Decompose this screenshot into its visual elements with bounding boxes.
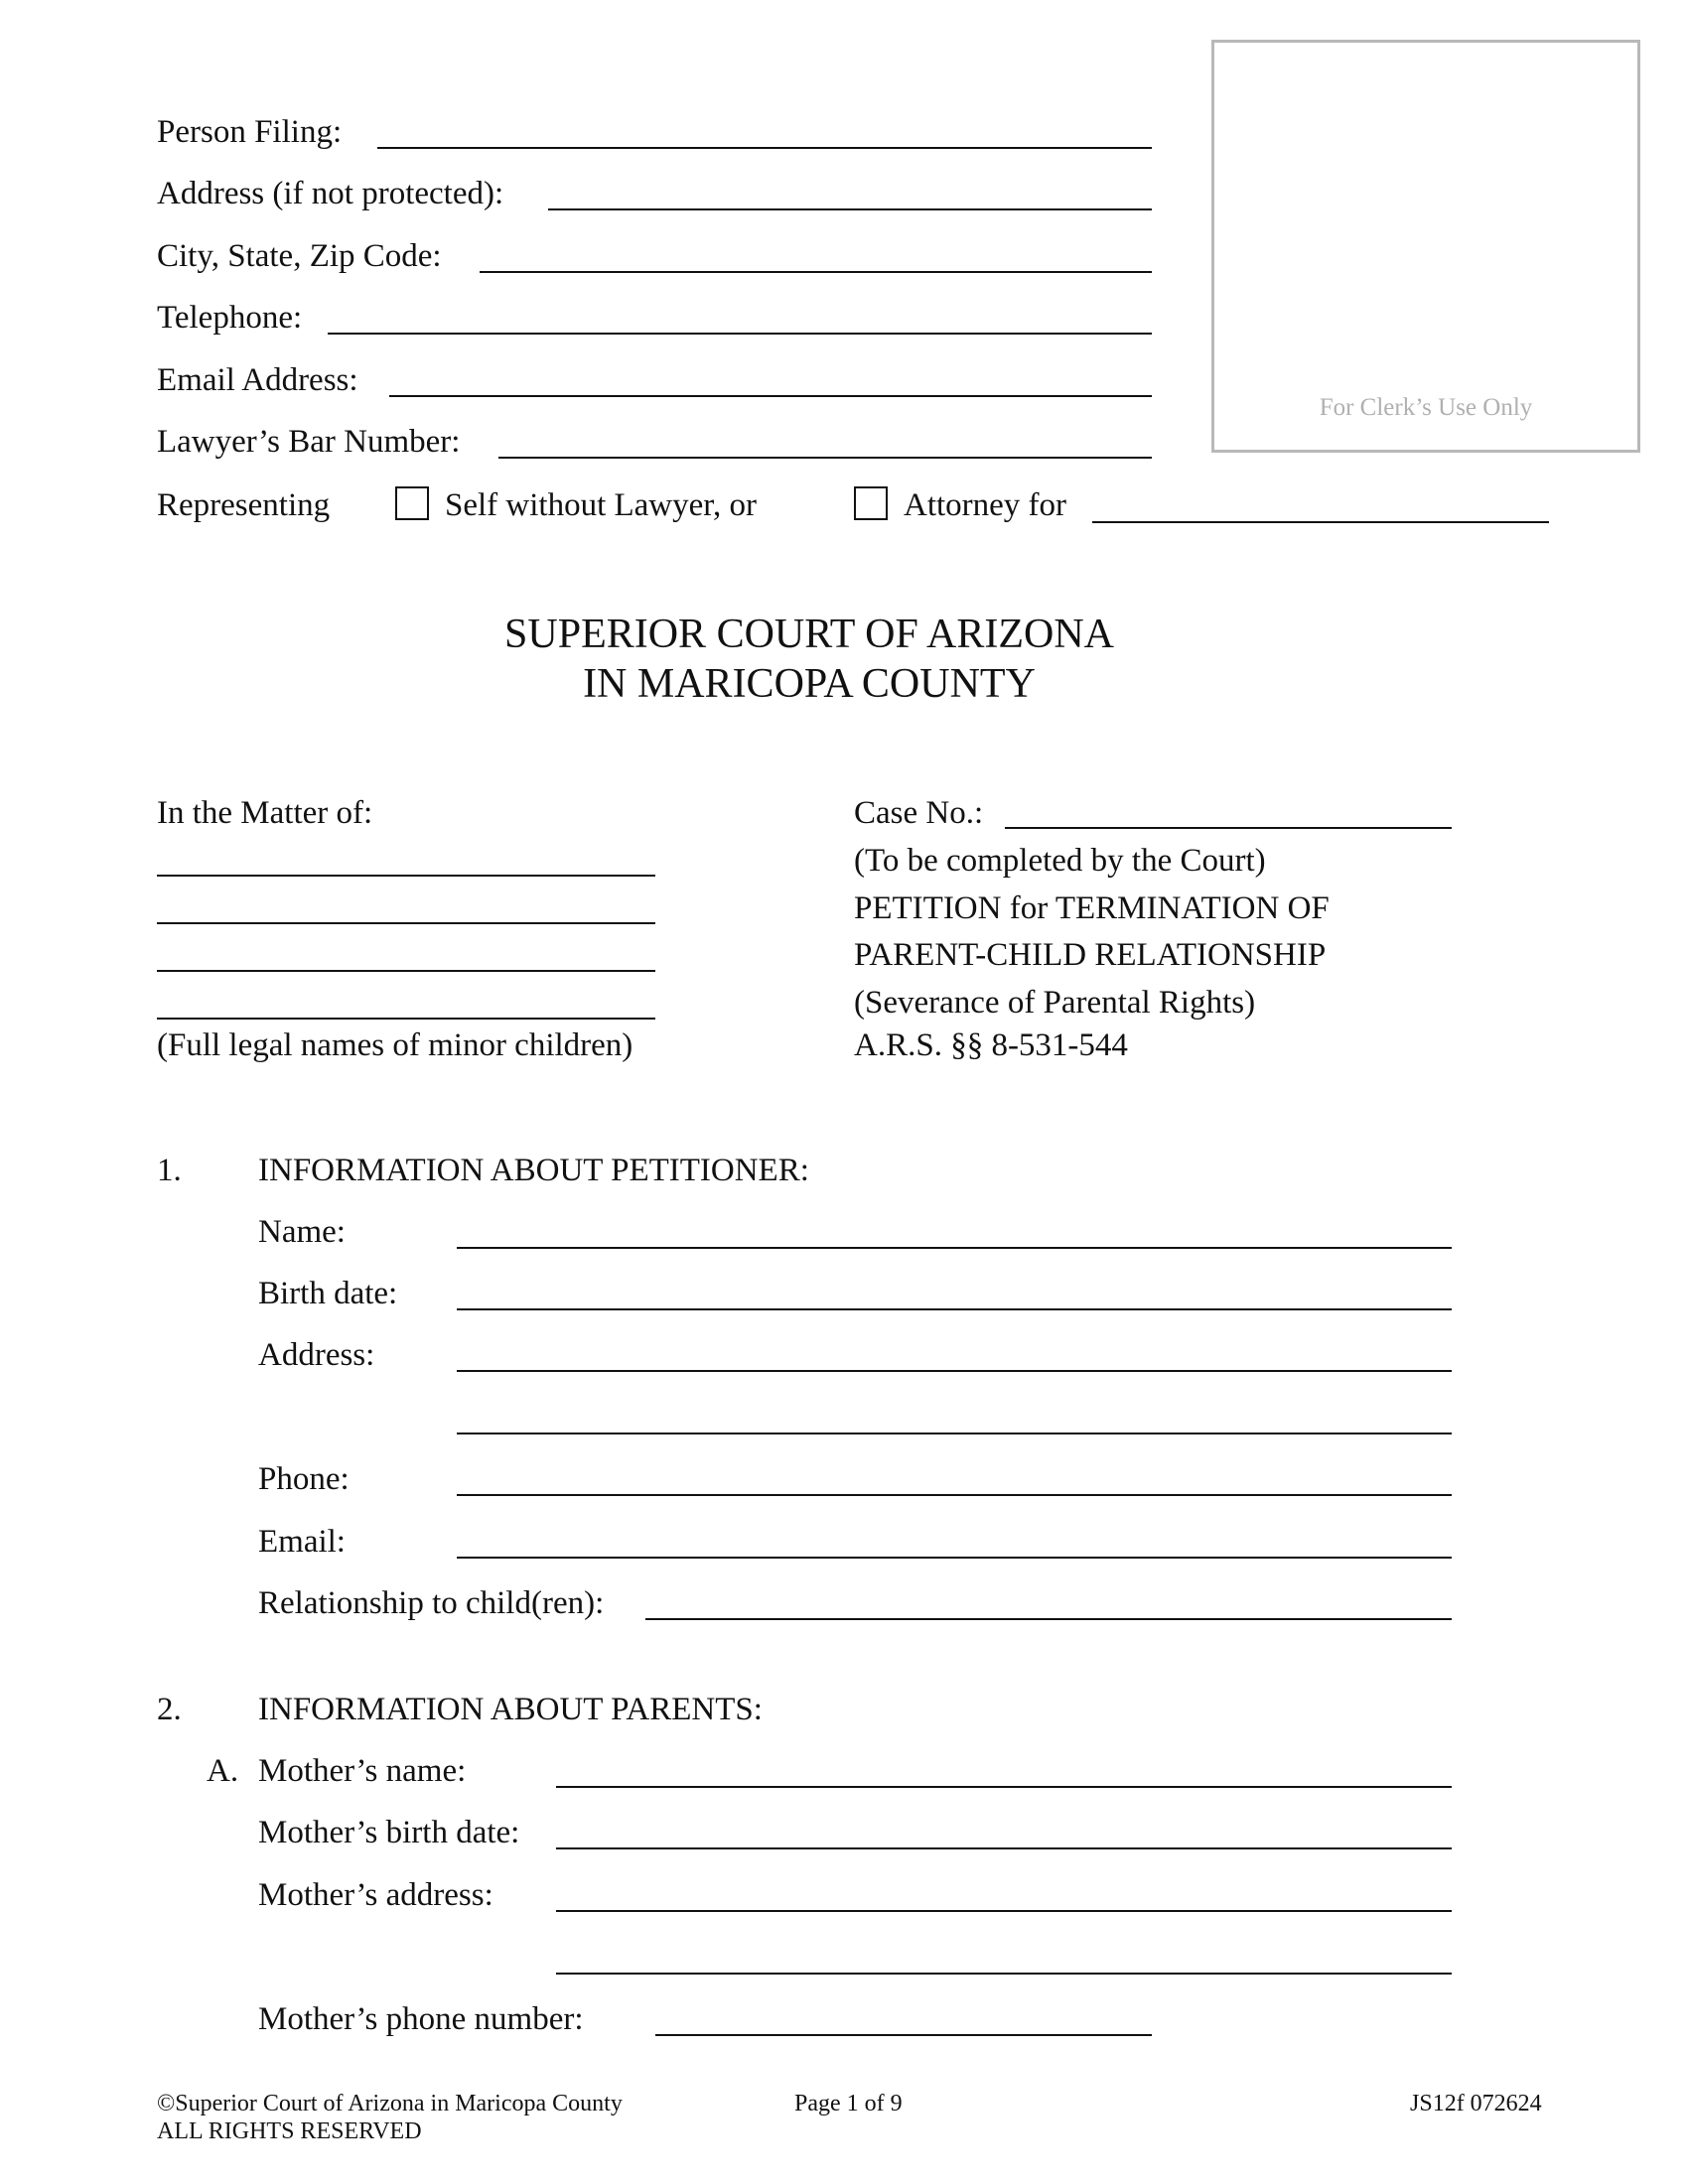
document-title-3: (Severance of Parental Rights) (854, 985, 1256, 1021)
telephone-field[interactable] (328, 333, 1152, 335)
child-name-field-2[interactable] (157, 922, 655, 924)
child-name-field-4[interactable] (157, 1018, 655, 1020)
footer-form-code: JS12f 072624 (1410, 2091, 1542, 2116)
footer-copyright: ©Superior Court of Arizona in Maricopa County (157, 2091, 623, 2116)
statute-reference: A.R.S. §§ 8-531-544 (854, 1027, 1128, 1063)
mother-address-field-1[interactable] (556, 1910, 1452, 1912)
attorney-for-checkbox[interactable] (854, 486, 888, 520)
footer-page-number: Page 1 of 9 (794, 2091, 903, 2116)
self-without-lawyer-label: Self without Lawyer, or (445, 487, 757, 523)
children-note: (Full legal names of minor children) (157, 1027, 633, 1063)
mother-phone-label: Mother’s phone number: (258, 2001, 584, 2037)
petitioner-email-field[interactable] (457, 1557, 1452, 1559)
representing-label: Representing (157, 487, 331, 523)
attorney-for-label: Attorney for (904, 487, 1067, 523)
relationship-field[interactable] (645, 1618, 1452, 1620)
address-field[interactable] (548, 208, 1152, 210)
petitioner-phone-field[interactable] (457, 1494, 1452, 1496)
attorney-for-field[interactable] (1092, 521, 1549, 523)
city-state-zip-field[interactable] (480, 271, 1152, 273)
petitioner-email-label: Email: (258, 1524, 346, 1560)
section2-heading: INFORMATION ABOUT PARENTS: (258, 1692, 763, 1727)
relationship-label: Relationship to child(ren): (258, 1585, 605, 1621)
mother-phone-field[interactable] (655, 2034, 1152, 2036)
city-state-zip-label: City, State, Zip Code: (157, 238, 442, 274)
clerk-use-box (1211, 40, 1640, 453)
petitioner-birth-label: Birth date: (258, 1276, 398, 1311)
mother-name-label: Mother’s name: (258, 1753, 467, 1789)
petitioner-name-field[interactable] (457, 1247, 1452, 1249)
petitioner-birth-field[interactable] (457, 1308, 1452, 1310)
mother-address-label: Mother’s address: (258, 1877, 493, 1913)
bar-number-label: Lawyer’s Bar Number: (157, 424, 461, 460)
subsection-a-letter: A. (207, 1753, 239, 1789)
case-no-label: Case No.: (854, 795, 984, 831)
email-field[interactable] (389, 395, 1152, 397)
document-title-1: PETITION for TERMINATION OF (854, 890, 1330, 926)
court-title-line1: SUPERIOR COURT OF ARIZONA (504, 612, 1114, 657)
case-no-note: (To be completed by the Court) (854, 843, 1266, 879)
section1-number: 1. (157, 1153, 182, 1188)
petitioner-address-field-1[interactable] (457, 1370, 1452, 1372)
child-name-field-3[interactable] (157, 970, 655, 972)
matter-label: In the Matter of: (157, 795, 373, 831)
mother-birth-field[interactable] (556, 1847, 1452, 1849)
clerk-use-label: For Clerk’s Use Only (1319, 394, 1533, 421)
section2-number: 2. (157, 1692, 182, 1727)
bar-number-field[interactable] (498, 457, 1152, 459)
email-label: Email Address: (157, 362, 358, 398)
person-filing-field[interactable] (377, 147, 1152, 149)
petitioner-address-label: Address: (258, 1337, 375, 1373)
petitioner-address-field-2[interactable] (457, 1433, 1452, 1434)
child-name-field-1[interactable] (157, 875, 655, 877)
petitioner-name-label: Name: (258, 1214, 346, 1250)
telephone-label: Telephone: (157, 300, 303, 336)
petitioner-phone-label: Phone: (258, 1461, 350, 1497)
case-no-field[interactable] (1005, 827, 1452, 829)
person-filing-label: Person Filing: (157, 114, 343, 150)
self-without-lawyer-checkbox[interactable] (395, 486, 429, 520)
mother-address-field-2[interactable] (556, 1973, 1452, 1975)
footer-rights: ALL RIGHTS RESERVED (157, 2118, 422, 2144)
court-title-line2: IN MARICOPA COUNTY (583, 661, 1036, 707)
document-title-2: PARENT-CHILD RELATIONSHIP (854, 937, 1327, 973)
mother-birth-label: Mother’s birth date: (258, 1815, 520, 1850)
mother-name-field[interactable] (556, 1786, 1452, 1788)
address-label: Address (if not protected): (157, 176, 504, 211)
section1-heading: INFORMATION ABOUT PETITIONER: (258, 1153, 809, 1188)
